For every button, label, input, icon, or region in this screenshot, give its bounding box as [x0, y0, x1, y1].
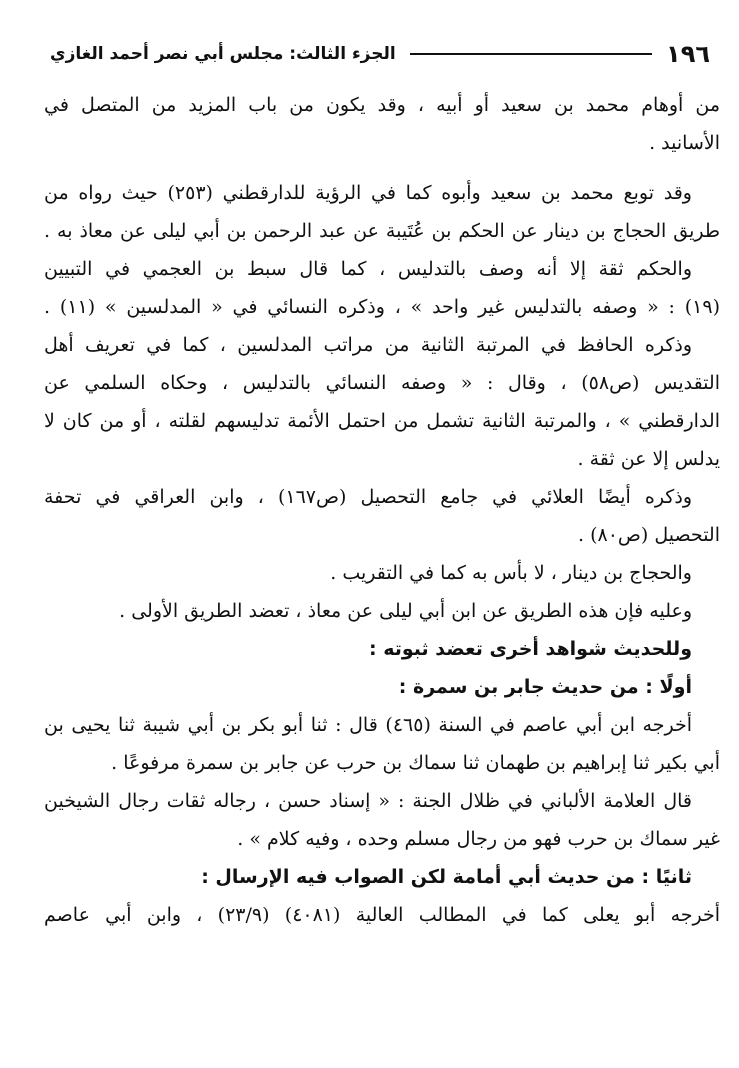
paragraph	[44, 592, 720, 630]
text-line: الدارقطني » ، والمرتبة الثانية تشمل من احتمل الأئمة تدليسهم لقلته ، أو من كان لا	[44, 410, 720, 432]
header-rule	[410, 53, 652, 55]
text-line: والحكم ثقة إلا أنه وصف بالتدليس ، كما قال سبط بن العجمي في التبيين	[44, 258, 692, 280]
page-number: ١٩٦	[666, 40, 710, 68]
text-line: التحصيل (ص٨٠) .	[577, 524, 720, 546]
text-line: أخرجه ابن أبي عاصم في السنة (٤٦٥) قال : ثنا أبو بكر بن أبي شيبة ثنا يحيى بن	[44, 714, 692, 736]
text-line: طريق الحجاج بن دينار عن الحكم بن عُتَيبة عن عبد الرحمن بن أبي ليلى عن معاذ به .	[44, 220, 720, 242]
text-line: التقديس (ص٥٨) ، وقال : « وصفه النسائي بالتدليس ، وحكاه السلمي عن	[44, 372, 720, 394]
text-line: والحجاج بن دينار ، لا بأس به كما في التقريب .	[330, 562, 692, 584]
text-line: وقد توبع محمد بن سعيد وأبوه كما في الرؤية للدارقطني (٢٥٣) حيث رواه من	[44, 182, 692, 204]
text-line: (١٩) : « وصفه بالتدليس غير واحد » ، وذكره النسائي في « المدلسين » (١١) .	[44, 296, 720, 318]
text-line: قال العلامة الألباني في ظلال الجنة : « إسناد حسن ، رجاله ثقات رجال الشيخين	[44, 790, 692, 812]
text-line: وعليه فإن هذه الطريق عن ابن أبي ليلى عن معاذ ، تعضد الطريق الأولى .	[119, 600, 692, 622]
running-title: الجزء الثالث: مجلس أبي نصر أحمد الغازي	[50, 44, 396, 64]
subsection-heading: أولًا : من حديث جابر بن سمرة :	[398, 676, 692, 698]
paragraph	[44, 782, 720, 858]
text-line: أبي بكير ثنا إبراهيم بن طهمان ثنا سماك بن حرب عن جابر بن سمرة مرفوعًا .	[111, 752, 720, 774]
paragraph	[44, 326, 720, 478]
text-line: وذكره أيضًا العلائي في جامع التحصيل (ص١٦٧) ، وابن العراقي في تحفة	[44, 486, 692, 508]
paragraph	[44, 174, 720, 250]
section-heading: وللحديث شواهد أخرى تعضد ثبوته :	[369, 638, 692, 660]
text-line: غير سماك بن حرب فهو من رجال مسلم وحده ، وفيه كلام » .	[237, 828, 720, 850]
paragraph	[44, 706, 720, 782]
text-line: وذكره الحافظ في المرتبة الثانية من مراتب المدلسين ، كما في تعريف أهل	[44, 334, 692, 356]
paragraph	[44, 896, 720, 934]
body-text	[44, 86, 720, 934]
paragraph	[44, 250, 720, 326]
paragraph	[44, 554, 720, 592]
page-header	[50, 34, 710, 74]
text-line: أخرجه أبو يعلى كما في المطالب العالية (٤٠٨١) (٢٣/٩) ، وابن أبي عاصم	[44, 904, 720, 926]
paragraph	[44, 86, 720, 162]
paragraph	[44, 478, 720, 554]
text-line: يدلس إلا عن ثقة .	[577, 448, 720, 470]
text-line: الأسانيد .	[649, 132, 720, 154]
text-line: من أوهام محمد بن سعيد أو أبيه ، وقد يكون من باب المزيد من المتصل في	[44, 94, 720, 116]
subsection-heading: ثانيًا : من حديث أبي أمامة لكن الصواب فيه الإرسال :	[201, 866, 692, 888]
